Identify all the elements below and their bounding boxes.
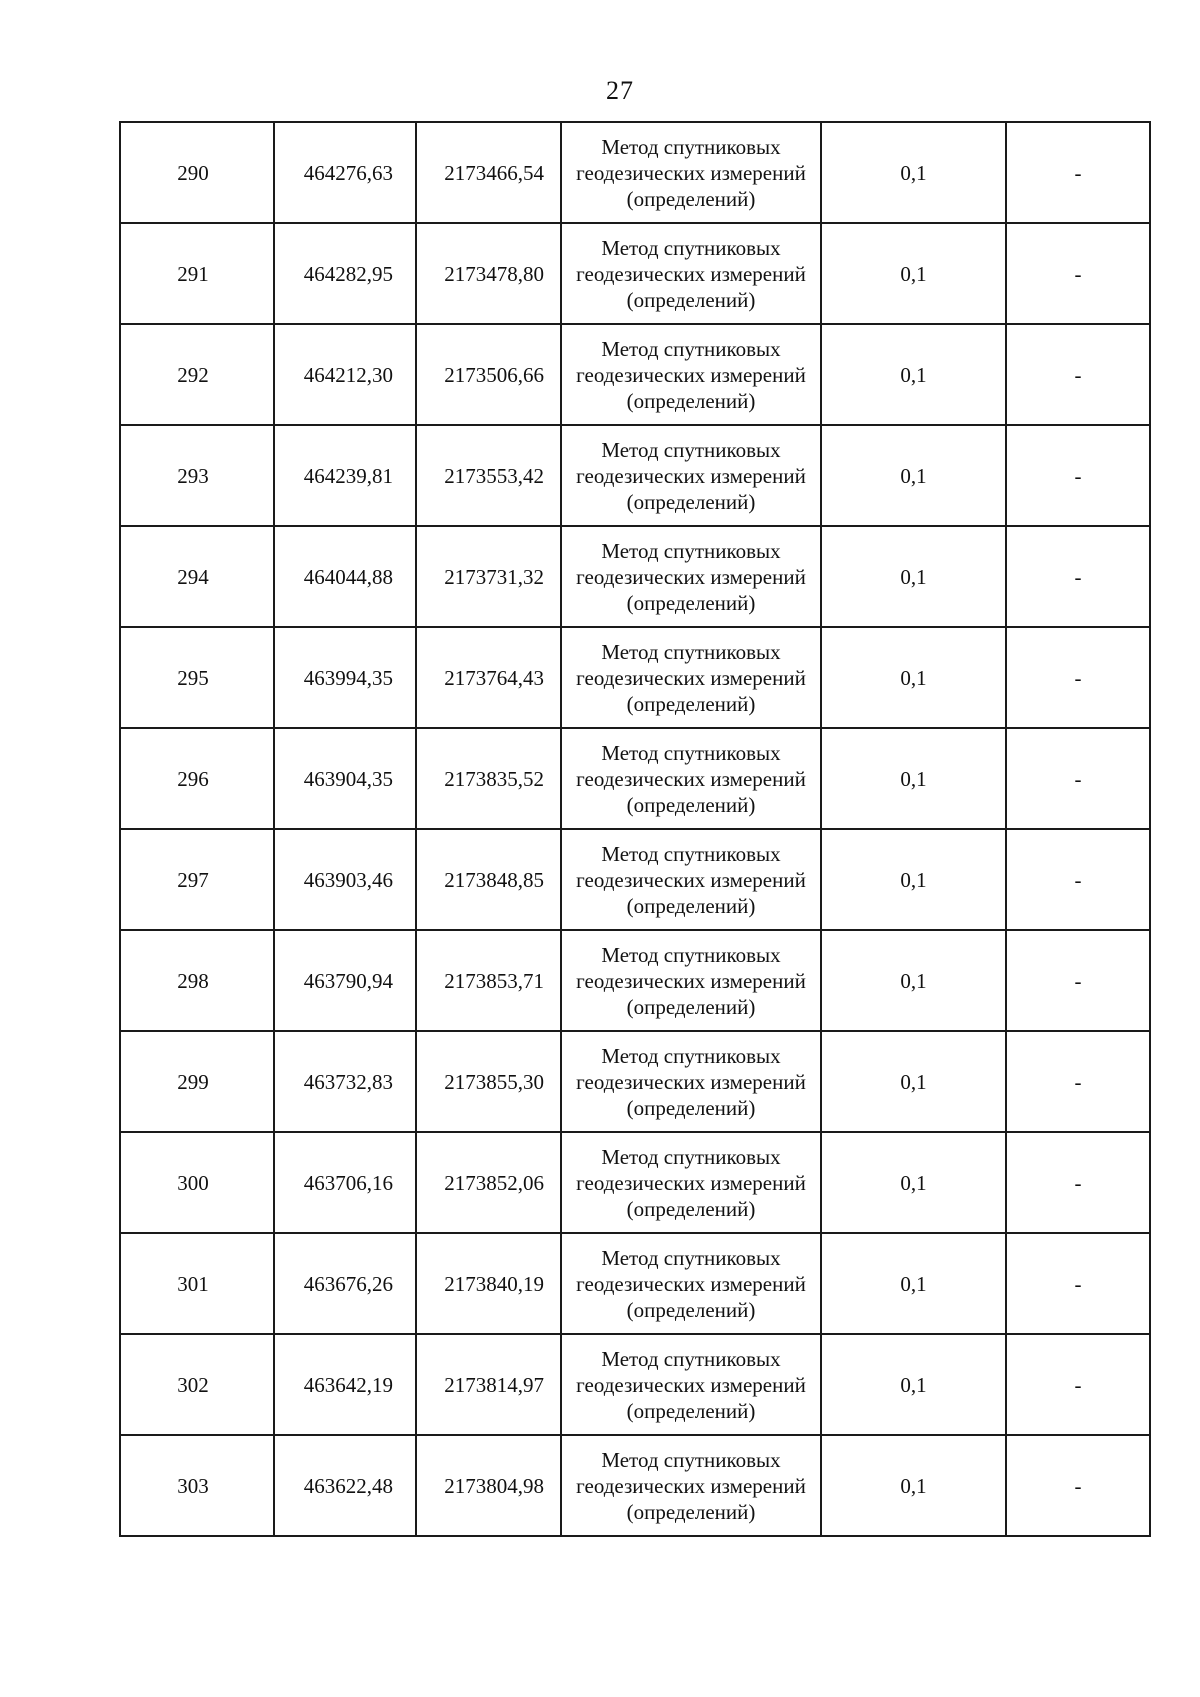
method-line: геодезических измерений (576, 867, 806, 892)
table-row (120, 930, 1150, 1031)
method-line: Метод спутниковых (601, 942, 781, 967)
method-line: Метод спутниковых (601, 639, 781, 664)
point-number-cell: 300 (120, 1132, 274, 1233)
method-cell (561, 1334, 821, 1435)
method-line: геодезических измерений (576, 968, 806, 993)
y-coordinate-cell: 2173804,98 (416, 1435, 561, 1536)
method-line: геодезических измерений (576, 1372, 806, 1397)
x-coordinate-cell: 464282,95 (274, 223, 416, 324)
precision-cell: 0,1 (821, 1132, 1006, 1233)
table-row (120, 1031, 1150, 1132)
precision-cell: 0,1 (821, 425, 1006, 526)
precision-cell: 0,1 (821, 223, 1006, 324)
method-line: (определений) (626, 287, 756, 312)
table-row (120, 526, 1150, 627)
y-coordinate-cell: 2173848,85 (416, 829, 561, 930)
note-cell: - (1006, 1334, 1150, 1435)
method-line: (определений) (626, 1499, 756, 1524)
method-line: геодезических измерений (576, 766, 806, 791)
point-number-cell: 298 (120, 930, 274, 1031)
method-line: геодезических измерений (576, 160, 806, 185)
x-coordinate-cell: 463706,16 (274, 1132, 416, 1233)
note-cell: - (1006, 1132, 1150, 1233)
method-cell (561, 425, 821, 526)
x-coordinate-cell: 463790,94 (274, 930, 416, 1031)
x-coordinate-cell: 464044,88 (274, 526, 416, 627)
method-line: (определений) (626, 1297, 756, 1322)
method-line: геодезических измерений (576, 1473, 806, 1498)
method-line: геодезических измерений (576, 362, 806, 387)
method-cell (561, 1132, 821, 1233)
method-cell (561, 728, 821, 829)
method-cell (561, 627, 821, 728)
note-cell: - (1006, 1435, 1150, 1536)
y-coordinate-cell: 2173764,43 (416, 627, 561, 728)
method-line: (определений) (626, 994, 756, 1019)
method-line: Метод спутниковых (601, 1447, 781, 1472)
point-number-cell: 290 (120, 122, 274, 223)
x-coordinate-cell: 463676,26 (274, 1233, 416, 1334)
note-cell: - (1006, 829, 1150, 930)
method-cell (561, 1031, 821, 1132)
precision-cell: 0,1 (821, 526, 1006, 627)
y-coordinate-cell: 2173835,52 (416, 728, 561, 829)
note-cell: - (1006, 526, 1150, 627)
x-coordinate-cell: 464239,81 (274, 425, 416, 526)
method-cell (561, 526, 821, 627)
note-cell: - (1006, 728, 1150, 829)
table-row (120, 425, 1150, 526)
precision-cell: 0,1 (821, 324, 1006, 425)
x-coordinate-cell: 463622,48 (274, 1435, 416, 1536)
table-row (120, 1435, 1150, 1536)
precision-cell: 0,1 (821, 930, 1006, 1031)
x-coordinate-cell: 463903,46 (274, 829, 416, 930)
coordinates-table-body (120, 122, 1150, 1536)
method-line: Метод спутниковых (601, 1346, 781, 1371)
note-cell: - (1006, 122, 1150, 223)
method-cell (561, 122, 821, 223)
method-line: (определений) (626, 691, 756, 716)
x-coordinate-cell: 463642,19 (274, 1334, 416, 1435)
y-coordinate-cell: 2173855,30 (416, 1031, 561, 1132)
table-row (120, 1334, 1150, 1435)
coordinates-table (119, 121, 1151, 1537)
method-cell (561, 930, 821, 1031)
method-line: геодезических измерений (576, 1170, 806, 1195)
method-line: геодезических измерений (576, 564, 806, 589)
method-cell (561, 829, 821, 930)
y-coordinate-cell: 2173814,97 (416, 1334, 561, 1435)
precision-cell: 0,1 (821, 122, 1006, 223)
y-coordinate-cell: 2173553,42 (416, 425, 561, 526)
note-cell: - (1006, 1233, 1150, 1334)
method-line: (определений) (626, 1196, 756, 1221)
precision-cell: 0,1 (821, 627, 1006, 728)
point-number-cell: 293 (120, 425, 274, 526)
table-row (120, 1233, 1150, 1334)
y-coordinate-cell: 2173853,71 (416, 930, 561, 1031)
point-number-cell: 301 (120, 1233, 274, 1334)
y-coordinate-cell: 2173506,66 (416, 324, 561, 425)
table-row (120, 728, 1150, 829)
table-row (120, 1132, 1150, 1233)
x-coordinate-cell: 464212,30 (274, 324, 416, 425)
x-coordinate-cell: 464276,63 (274, 122, 416, 223)
note-cell: - (1006, 324, 1150, 425)
table-row (120, 122, 1150, 223)
point-number-cell: 297 (120, 829, 274, 930)
y-coordinate-cell: 2173840,19 (416, 1233, 561, 1334)
x-coordinate-cell: 463732,83 (274, 1031, 416, 1132)
point-number-cell: 299 (120, 1031, 274, 1132)
point-number-cell: 294 (120, 526, 274, 627)
method-line: геодезических измерений (576, 463, 806, 488)
table-row (120, 324, 1150, 425)
method-line: Метод спутниковых (601, 841, 781, 866)
note-cell: - (1006, 223, 1150, 324)
method-line: (определений) (626, 1095, 756, 1120)
y-coordinate-cell: 2173852,06 (416, 1132, 561, 1233)
method-line: геодезических измерений (576, 261, 806, 286)
point-number-cell: 303 (120, 1435, 274, 1536)
note-cell: - (1006, 627, 1150, 728)
precision-cell: 0,1 (821, 728, 1006, 829)
method-line: геодезических измерений (576, 1271, 806, 1296)
note-cell: - (1006, 425, 1150, 526)
y-coordinate-cell: 2173466,54 (416, 122, 561, 223)
precision-cell: 0,1 (821, 1031, 1006, 1132)
precision-cell: 0,1 (821, 1334, 1006, 1435)
method-line: Метод спутниковых (601, 134, 781, 159)
precision-cell: 0,1 (821, 829, 1006, 930)
method-line: Метод спутниковых (601, 740, 781, 765)
point-number-cell: 302 (120, 1334, 274, 1435)
method-cell (561, 1233, 821, 1334)
method-line: Метод спутниковых (601, 1043, 781, 1068)
method-line: (определений) (626, 590, 756, 615)
note-cell: - (1006, 930, 1150, 1031)
table-row (120, 223, 1150, 324)
point-number-cell: 295 (120, 627, 274, 728)
point-number-cell: 291 (120, 223, 274, 324)
method-line: Метод спутниковых (601, 1144, 781, 1169)
method-line: (определений) (626, 186, 756, 211)
point-number-cell: 296 (120, 728, 274, 829)
y-coordinate-cell: 2173731,32 (416, 526, 561, 627)
method-line: Метод спутниковых (601, 235, 781, 260)
method-line: Метод спутниковых (601, 336, 781, 361)
method-line: (определений) (626, 893, 756, 918)
method-line: (определений) (626, 489, 756, 514)
precision-cell: 0,1 (821, 1233, 1006, 1334)
method-line: (определений) (626, 388, 756, 413)
x-coordinate-cell: 463904,35 (274, 728, 416, 829)
method-line: (определений) (626, 1398, 756, 1423)
method-line: Метод спутниковых (601, 437, 781, 462)
table-row (120, 829, 1150, 930)
x-coordinate-cell: 463994,35 (274, 627, 416, 728)
method-line: (определений) (626, 792, 756, 817)
method-line: геодезических измерений (576, 1069, 806, 1094)
method-line: геодезических измерений (576, 665, 806, 690)
method-cell (561, 324, 821, 425)
method-line: Метод спутниковых (601, 1245, 781, 1270)
precision-cell: 0,1 (821, 1435, 1006, 1536)
y-coordinate-cell: 2173478,80 (416, 223, 561, 324)
method-cell (561, 223, 821, 324)
table-row (120, 627, 1150, 728)
method-cell (561, 1435, 821, 1536)
point-number-cell: 292 (120, 324, 274, 425)
method-line: Метод спутниковых (601, 538, 781, 563)
note-cell: - (1006, 1031, 1150, 1132)
page-number: 27 (606, 76, 634, 105)
